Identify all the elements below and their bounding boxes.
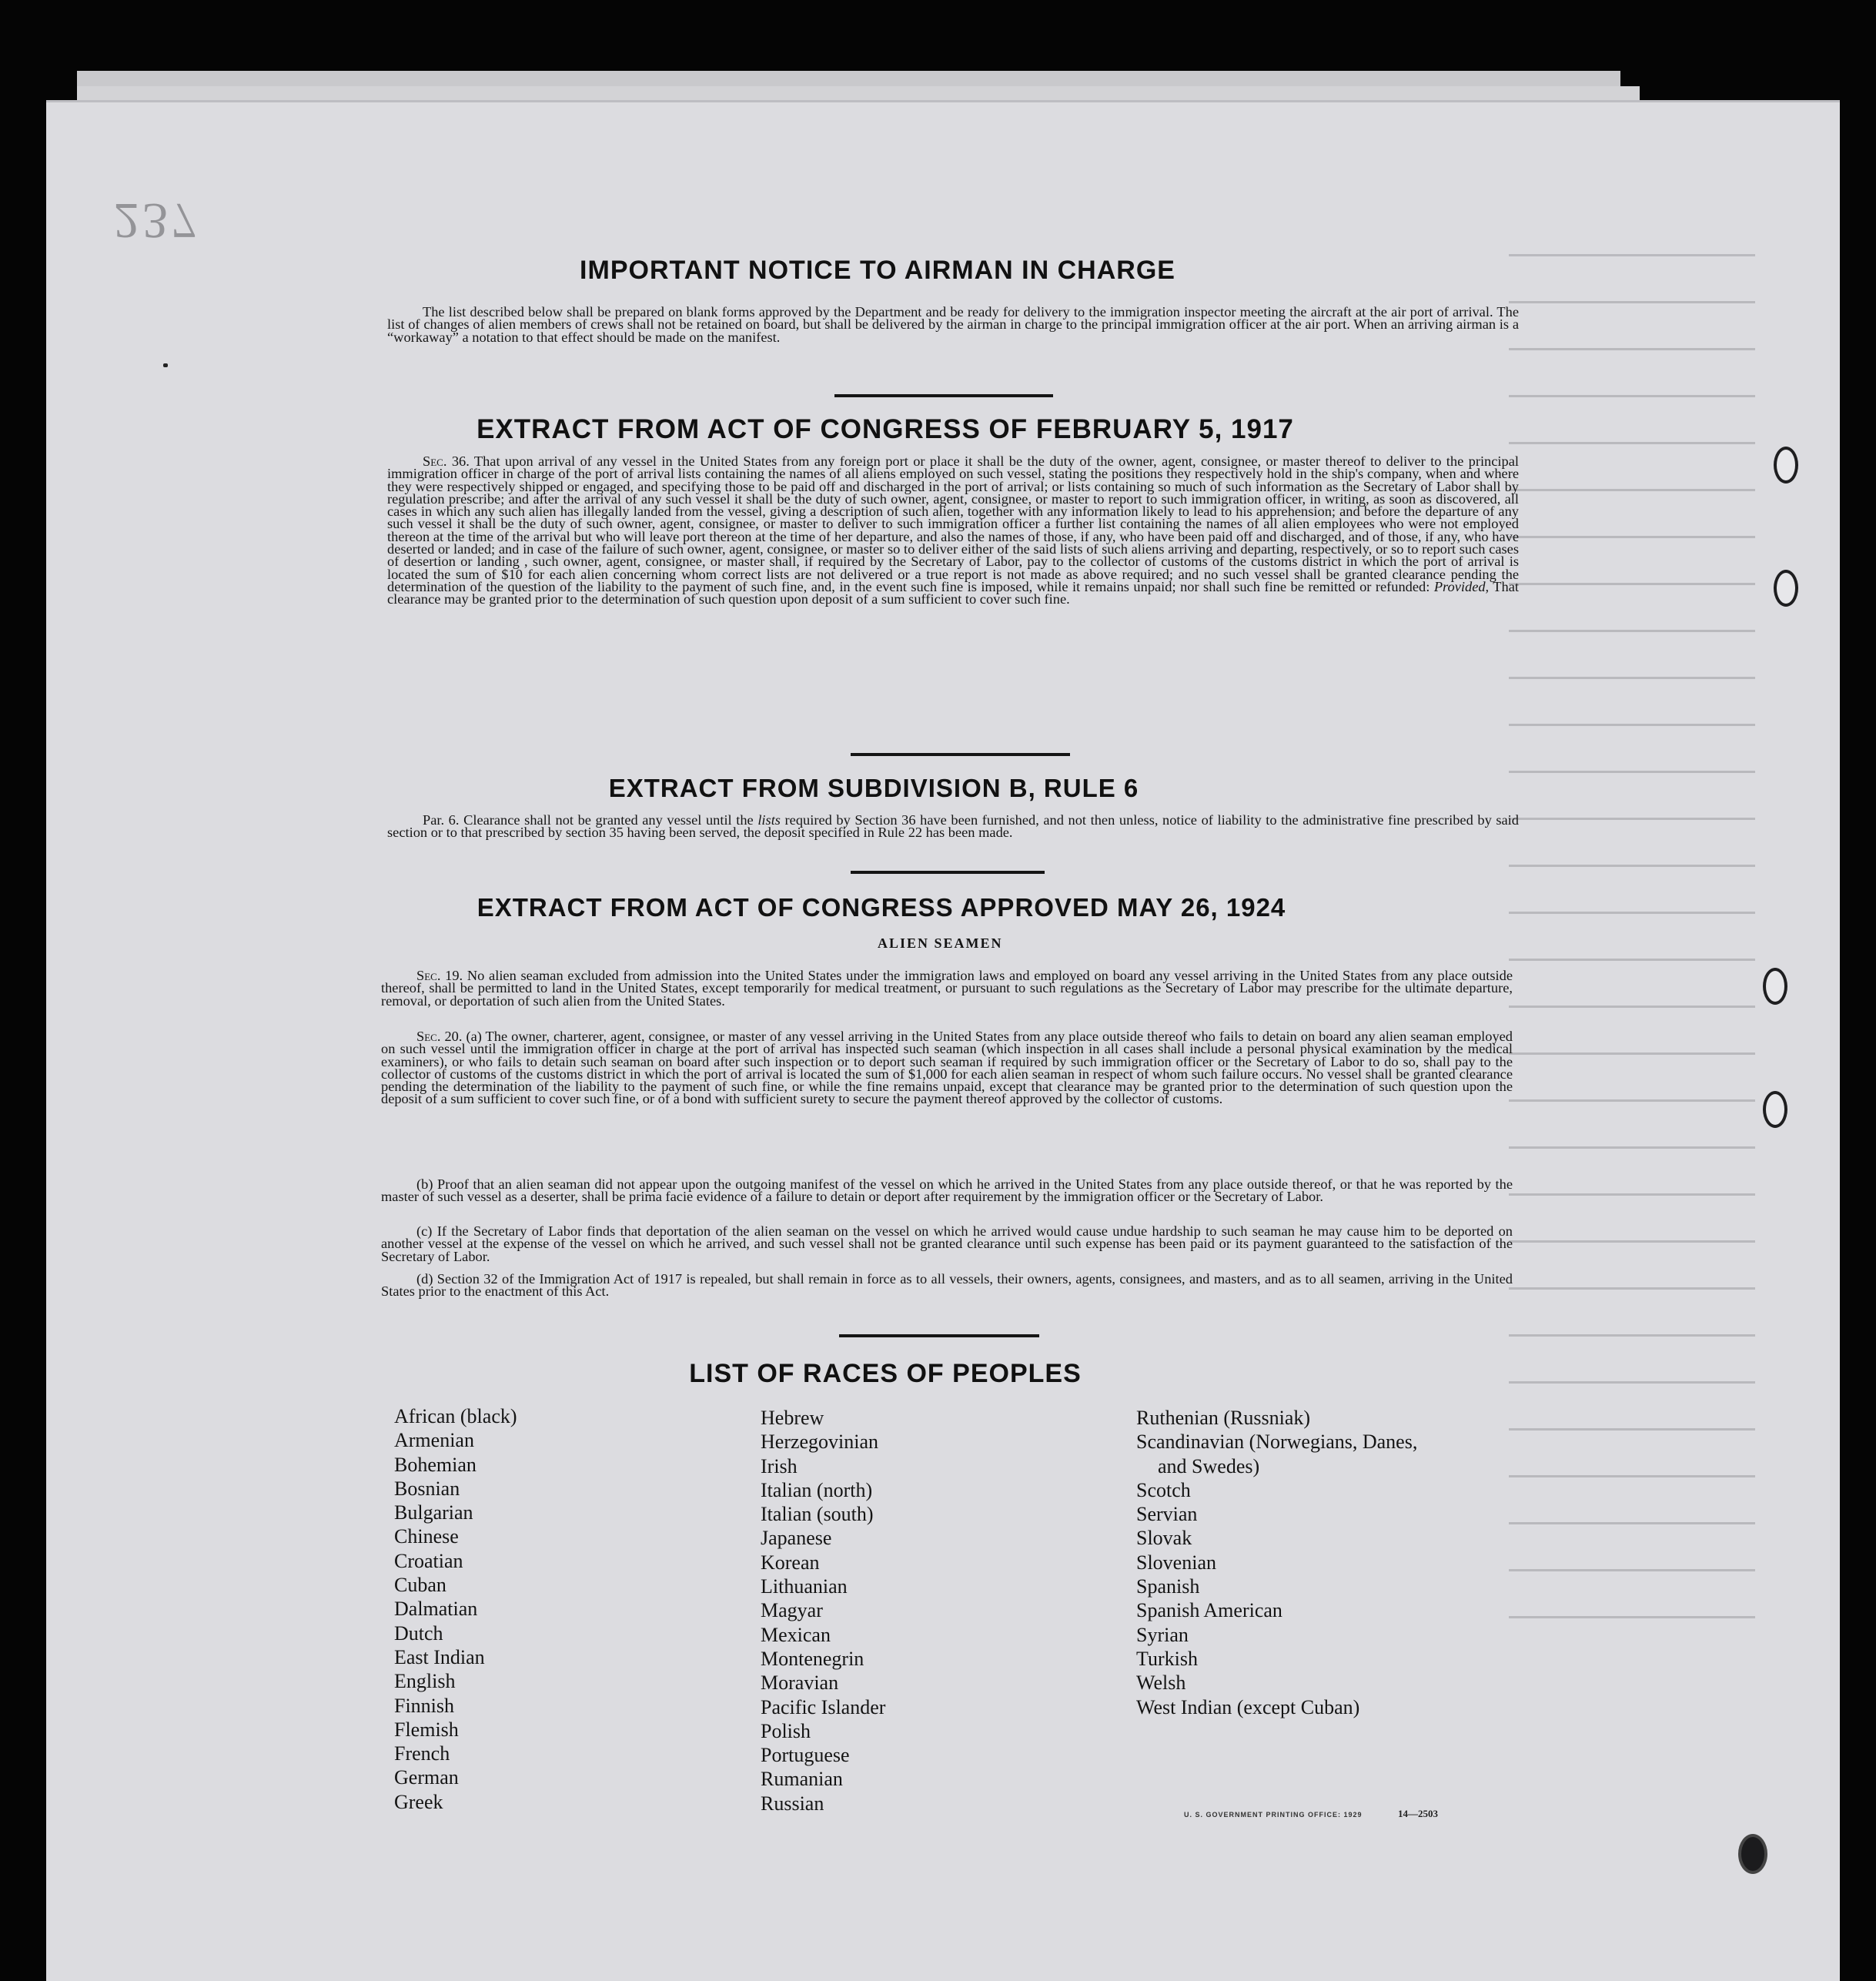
extract-1917-title: EXTRACT FROM ACT OF CONGRESS OF FEBRUARY 5, 1917 bbox=[477, 414, 1294, 444]
race-item: Welsh bbox=[1136, 1671, 1186, 1695]
section-36-body-end: That clearance may be granted prior to the determination of such question upon deposit of a sum sufficient to cover such fine. bbox=[387, 578, 1519, 607]
section-19-label: Sec. 19. bbox=[416, 968, 463, 983]
race-item: Finnish bbox=[394, 1694, 455, 1717]
race-item: Turkish bbox=[1136, 1647, 1198, 1670]
race-item: Armenian bbox=[394, 1429, 474, 1452]
section-20a-text bbox=[381, 1030, 1513, 1106]
race-item: East Indian bbox=[394, 1645, 485, 1668]
race-item: Ruthenian (Russniak) bbox=[1136, 1407, 1311, 1429]
race-item: Flemish bbox=[394, 1718, 459, 1741]
race-item: Slovak bbox=[1136, 1527, 1192, 1550]
race-item: Slovenian bbox=[1136, 1551, 1216, 1574]
section-divider bbox=[839, 1334, 1039, 1337]
section-19-text bbox=[381, 969, 1513, 1007]
provided-term: Provided, bbox=[1433, 578, 1490, 594]
race-item: and Swedes) bbox=[1158, 1454, 1260, 1477]
race-item: Magyar bbox=[761, 1599, 823, 1622]
race-item: Syrian bbox=[1136, 1623, 1189, 1646]
race-item: Dutch bbox=[394, 1621, 443, 1645]
race-item: Hebrew bbox=[761, 1407, 824, 1429]
section-20c-text: (c) If the Secretary of Labor finds that deportation of the alien seaman on the vessel on which he arrived would cause undue hardship to such seaman he may cause him to be deported on another vessel at the expense of the vessel on which he arrived, and such vessel shall not be granted clearance until such expense has been paid or its payment guaranteed to the satisfaction of the Secretary of Labor. bbox=[381, 1223, 1513, 1264]
race-item: Lithuanian bbox=[761, 1575, 848, 1598]
race-item: English bbox=[394, 1670, 456, 1693]
section-20-label: Sec. 20. bbox=[416, 1029, 463, 1044]
race-item: Pacific Islander bbox=[761, 1695, 886, 1718]
notice-title: IMPORTANT NOTICE TO AIRMAN IN CHARGE bbox=[580, 256, 1175, 285]
races-title: LIST OF RACES OF PEOPLES bbox=[689, 1359, 1082, 1388]
paragraph-6-body-end: required by Section 36 have been furnished, and not then unless, notice of liability to the administrative fine prescribed by said section or to that prescribed by section 35 having been served, the deposit specified in Rule 22 has been made. bbox=[387, 812, 1519, 841]
form-number: 14—2503 bbox=[1398, 1808, 1438, 1819]
page-number: 237 bbox=[114, 192, 199, 249]
race-item: Italian (north) bbox=[761, 1478, 873, 1501]
race-item: Bosnian bbox=[394, 1477, 460, 1500]
race-item: Croatian bbox=[394, 1549, 463, 1572]
race-item: French bbox=[394, 1742, 450, 1765]
races-column-1 bbox=[394, 1404, 517, 1814]
race-item: Servian bbox=[1136, 1503, 1198, 1526]
race-item: Irish bbox=[761, 1454, 798, 1477]
race-item: Polish bbox=[761, 1719, 811, 1742]
race-item: Korean bbox=[761, 1551, 820, 1574]
race-item: Scandinavian (Norwegians, Danes, bbox=[1136, 1431, 1418, 1454]
section-20d-text: (d) Section 32 of the Immigration Act of 1917 is repealed, but shall remain in force as to all vessels, their owners, agents, consignees, and masters, and as to all seamen, arriving in the United States prior to the enactment of this Act. bbox=[381, 1271, 1513, 1300]
alien-seamen-subtitle: ALIEN SEAMEN bbox=[878, 935, 1003, 951]
section-20a-body: (a) The owner, charterer, agent, consignee, or master of any vessel arriving in the United States from any place outside thereof who fails to detain on board any alien seaman employed on such vessel until the immigration officer in charge at the port of arrival has inspected such seaman (which inspection in all cases shall include a personal physical examination by the medical examiners), or who fails to detain such seaman on board after such inspection or to deport such seaman if required by such immigration officer or the Secretary of Labor to do so, shall pay to the collector of customs of the customs district in which the port of arrival is located the sum of $1,000 for each alien seaman in respect of whom such failure occurs. No vessel shall be granted clearance pending the determination of the liability to the payment of such fine, or while the fine remains unpaid, except that clearance may be granted prior to the determination of such question upon the deposit of a sum sufficient to cover such fine, or of a bond with sufficient surety to secure the payment thereof approved by the collector of customs. bbox=[381, 1029, 1513, 1107]
section-divider bbox=[834, 394, 1053, 397]
race-item: Scotch bbox=[1136, 1478, 1191, 1501]
race-item: Spanish bbox=[1136, 1575, 1200, 1598]
extract-rule6-title: EXTRACT FROM SUBDIVISION B, RULE 6 bbox=[608, 774, 1139, 802]
races-column-2 bbox=[761, 1406, 885, 1815]
race-item: Spanish American bbox=[1136, 1599, 1282, 1622]
race-item: Portuguese bbox=[761, 1744, 850, 1767]
section-19-body: No alien seaman excluded from admission into the United States under the immigration laws and employed on board any vessel arriving in the United States from any place outside thereof, shall be permitted to land in the United States, except temporarily for medical treatment, or pursuant to such regulations as the Secretary of Labor may prescribe for the ultimate departure, removal, or deportation of such alien from the United States. bbox=[381, 968, 1513, 1009]
race-item: Russian bbox=[761, 1792, 824, 1815]
race-item: Montenegrin bbox=[761, 1647, 864, 1670]
section-20b-text: (b) Proof that an alien seaman did not appear upon the outgoing manifest of the vessel on which he arrived in the United States from any place outside thereof, or that he was reported by the master of such vessel as a deserter, shall be prima facie evidence of a failure to detain or deport after requirement by the immigration officer or the Secretary of Labor. bbox=[381, 1176, 1513, 1205]
race-item: Italian (south) bbox=[761, 1503, 874, 1526]
race-item: German bbox=[394, 1766, 459, 1789]
race-item: Mexican bbox=[761, 1623, 831, 1646]
race-item: Chinese bbox=[394, 1525, 459, 1548]
races-column-3 bbox=[1136, 1406, 1417, 1719]
section-divider bbox=[851, 871, 1045, 874]
race-item: African (black) bbox=[394, 1405, 517, 1427]
race-item: Bohemian bbox=[394, 1453, 477, 1476]
section-36-label: Sec. 36. bbox=[423, 453, 470, 469]
race-item: West Indian (except Cuban) bbox=[1136, 1695, 1360, 1718]
section-36-body: That upon arrival of any vessel in the United States from any foreign port or place it shall be the duty of the owner, agent, consignee, or master thereof to deliver to the principal immigration officer in charge of the port of arrival lists containing the names of all aliens employed on such vessel, stating the positions they respectively hold in the ship's company, when and where they were respectively shipped or engaged, and specifying those to be paid off and discharged in the port of arrival; or lists containing so much of such information as the Secretary of Labor shall by regulation prescribe; and after the arrival of any such vessel it shall be the duty of such owner, agent, consignee, or master to report to such immigration officer, in writing, as soon as discovered, all cases in which any such alien has illegally landed from the vessel, giving a description of such alien, together with any information likely to lead to his apprehension; and before the departure of any such vessel it shall be the duty of such owner, agent, consignee, or master to deliver to such immigration officer a further list containing the names of all alien employees who were not employed thereon at the time of the arrival but who will leave port thereon at the time of her departure, and also the names of those, if any, who have been paid off and discharged, and of those, if any, who have deserted or landed; and in case of the failure of such owner, agent, consignee, or master so to deliver either of the said lists of such aliens arriving and departing, respectively, or so to report such cases of desertion or landing , such owner, agent, consignee, or master shall, if required by the Secretary of Labor, pay to the collector of customs of the customs district in which the port of arrival is located the sum of $10 for each alien concerning whom correct lists are not delivered or a true report is not made as above required; and no such vessel shall be granted clearance pending the determination of the question of the liability to the payment of such fine, and, in the event such fine is imposed, while it remains unpaid; nor shall such fine be remitted or refunded: bbox=[387, 453, 1519, 594]
paragraph-6-body: Par. 6. Clearance shall not be granted any vessel until the bbox=[423, 812, 758, 828]
race-item: Moravian bbox=[761, 1671, 839, 1695]
notice-body: The list described below shall be prepared on blank forms approved by the Department and be ready for delivery to the immigration inspector meeting the aircraft at the air port of arrival. The list of changes of alien members of crews shall not be retained on board, but shall be delivered by the airman in charge to the principal immigration officer at the air port. When an arriving airman is a “workaway” a notation to that effect should be made on the manifest. bbox=[387, 304, 1519, 345]
paragraph-6-text bbox=[387, 814, 1519, 839]
race-item: Bulgarian bbox=[394, 1501, 473, 1524]
race-item: Japanese bbox=[761, 1527, 832, 1550]
race-item: Dalmatian bbox=[394, 1598, 478, 1621]
section-36-text bbox=[387, 455, 1519, 606]
extract-1924-title: EXTRACT FROM ACT OF CONGRESS APPROVED MAY 26, 1924 bbox=[477, 893, 1286, 922]
lists-term: lists bbox=[757, 812, 781, 828]
printing-office-imprint: U. S. GOVERNMENT PRINTING OFFICE: 1929 bbox=[1184, 1811, 1363, 1819]
race-item: Herzegovinian bbox=[761, 1431, 879, 1454]
race-item: Greek bbox=[394, 1790, 443, 1813]
race-item: Cuban bbox=[394, 1574, 446, 1597]
race-item: Rumanian bbox=[761, 1768, 843, 1791]
section-divider bbox=[851, 753, 1070, 756]
